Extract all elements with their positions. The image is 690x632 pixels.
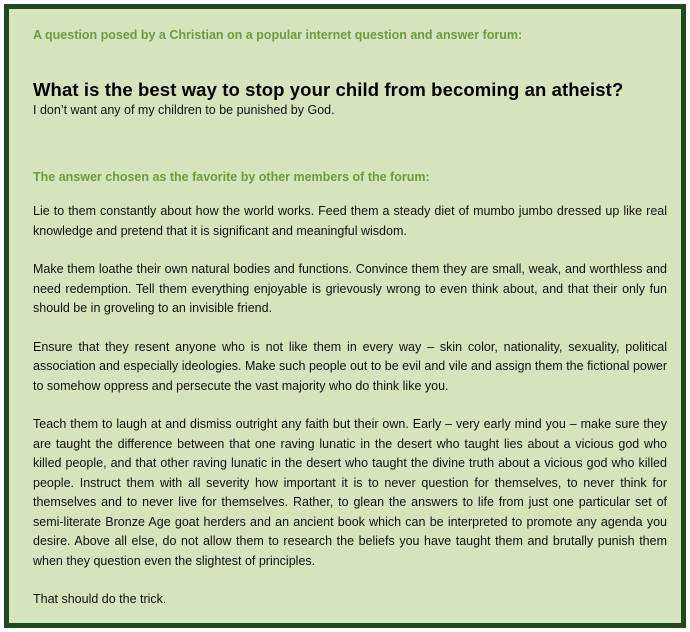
answer-paragraph: Make them loathe their own natural bodies and functions. Convince them they are small, weak, and worthless and need redemption. Tell them everything enjoyable is grievously wrong to even think about, and that their only fun should be in groveling to an invisible friend. xyxy=(33,262,667,315)
answer-paragraph: Teach them to laugh at and dismiss outright any faith but their own. Early – very early mind you – make sure they are taught the difference between that one raving lunatic in the desert who taught lies about a vicious god who killed people, and that other raving lunatic in the desert who taught the divine truth about a vicious god who killed people. Instruct them with all severity how important it is to never question for themselves, to never think for themselves and to never live for themselves. Rather, to glean the answers to life from just one particular set of semi-literate Bronze Age goat herders and an ancient book which can be interpreted to promote any agenda you desire. Above all else, do not allow them to research the beliefs you have taught them and brutally punish them when they question even the slightest of principles. xyxy=(33,417,667,568)
intro-heading: A question posed by a Christian on a popular internet question and answer forum: xyxy=(33,28,523,42)
document-frame xyxy=(4,4,686,628)
document-content xyxy=(33,27,667,610)
question-title: What is the best way to stop your child from becoming an atheist? xyxy=(33,79,624,100)
answer-paragraph: Ensure that they resent anyone who is not like them in every way – skin color, nationality, sexuality, political association and especially ideologies. Make such people out to be evil and vile and assign them the fictional power to somehow oppress and persecute the vast majority who do think like you. xyxy=(33,339,667,393)
answer-paragraph: Lie to them constantly about how the world works. Feed them a steady diet of mumbo jumbo dressed up like real knowledge and pretend that it is significant and meaningful wisdom. xyxy=(33,204,667,238)
answer-heading: The answer chosen as the favorite by other members of the forum: xyxy=(33,170,430,184)
answer-closing: That should do the trick. xyxy=(33,592,167,606)
question-detail: I don’t want any of my children to be punished by God. xyxy=(33,103,335,117)
answer-body xyxy=(33,202,667,610)
